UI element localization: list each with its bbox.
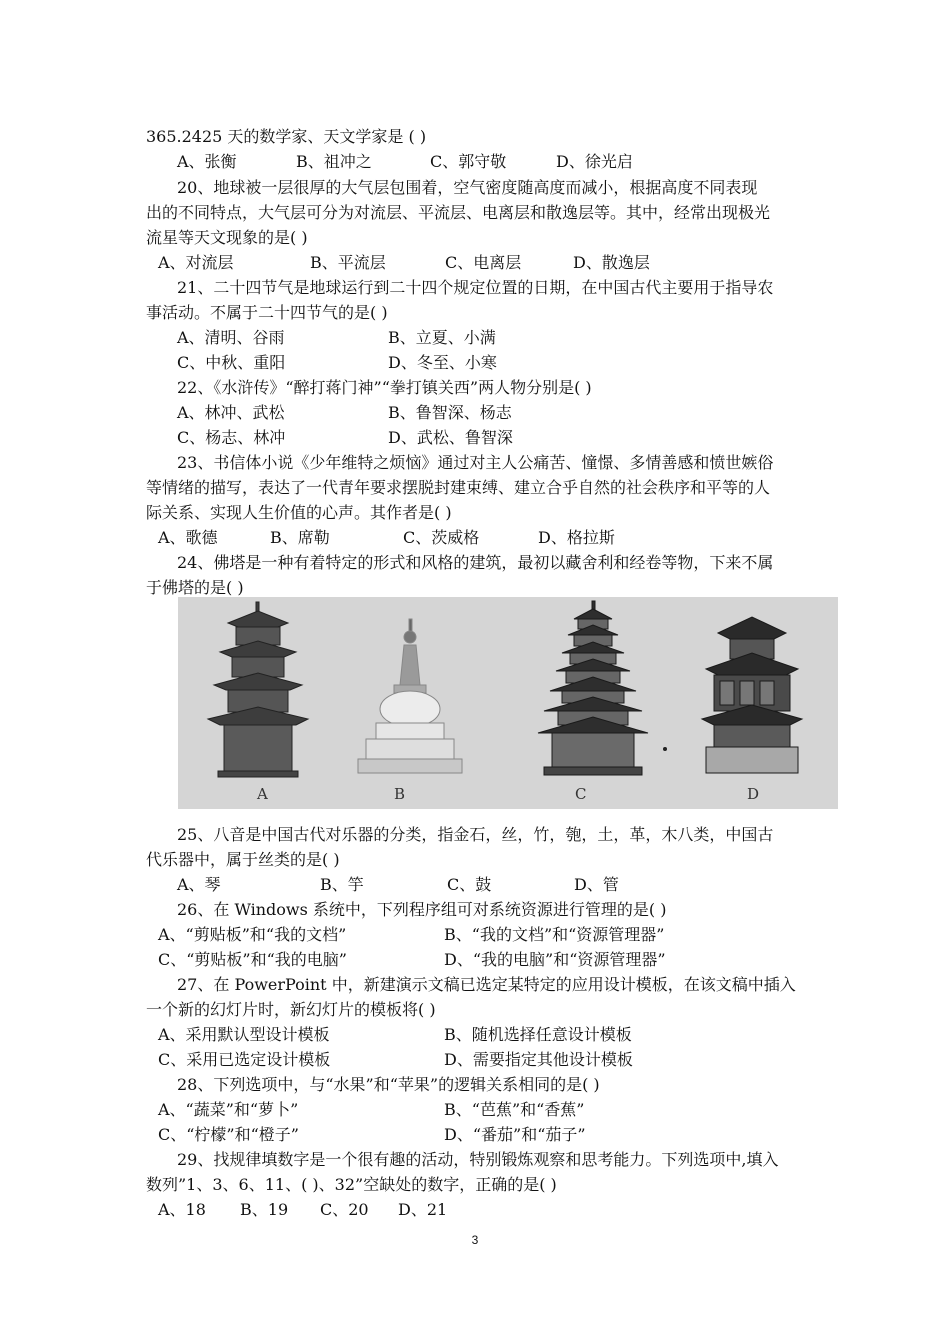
pagoda-d-image — [702, 617, 802, 773]
question-21-line-1: 21、二十四节气是地球运行到二十四个规定位置的日期，在中国古代主要用于指导农 — [177, 278, 774, 297]
q20-option-c: C、电离层 — [445, 253, 522, 272]
question-29-line-2: 数列”1、3、6、11、( )、32”空缺处的数字，正确的是( ) — [146, 1175, 557, 1194]
q27-option-d: D、需要指定其他设计模板 — [444, 1050, 633, 1069]
q28-option-d: D、“番茄”和“茄子” — [444, 1125, 586, 1144]
figure-label-a: A — [257, 785, 268, 803]
q19-option-c: C、郭守敬 — [430, 152, 507, 171]
question-19-text: 365.2425 天的数学家、天文学家是 ( ) — [146, 127, 427, 146]
q23-option-b: B、席勒 — [270, 528, 330, 547]
question-23-line-2: 等情绪的描写，表达了一代青年要求摆脱封建束缚、建立合乎自然的社会秩序和平等的人 — [146, 478, 771, 497]
q21-option-d: D、冬至、小寒 — [388, 353, 497, 372]
q28-option-b: B、“芭蕉”和“香蕉” — [444, 1100, 585, 1119]
pagoda-a-image — [208, 602, 308, 777]
q20-option-a: A、对流层 — [158, 253, 234, 272]
question-27-line-1: 27、在 PowerPoint 中，新建演示文稿已选定某特定的应用设计模板，在该文稿中插入 — [177, 975, 796, 994]
pagoda-figure — [178, 597, 838, 809]
question-20-line-1: 20、地球被一层很厚的大气层包围着，空气密度随高度而减小，根据高度不同表现 — [177, 178, 758, 197]
q23-option-a: A、歌德 — [158, 528, 218, 547]
figure-label-d: D — [747, 785, 760, 803]
q29-option-d: D、21 — [398, 1200, 448, 1219]
question-23-line-3: 际关系、实现人生价值的心声。其作者是( ) — [146, 503, 452, 522]
question-25-line-2: 代乐器中，属于丝类的是( ) — [146, 850, 340, 869]
q19-option-a: A、张衡 — [177, 152, 237, 171]
q28-option-c: C、“柠檬”和“橙子” — [158, 1125, 299, 1144]
q25-option-c: C、鼓 — [447, 875, 492, 894]
q23-option-d: D、格拉斯 — [538, 528, 615, 547]
q25-option-d: D、管 — [574, 875, 619, 894]
q25-option-a: A、琴 — [177, 875, 221, 894]
question-28-text: 28、下列选项中，与“水果”和“苹果”的逻辑关系相同的是( ) — [177, 1075, 600, 1094]
question-20-line-3: 流星等天文现象的是( ) — [146, 228, 308, 247]
q22-option-a: A、林冲、武松 — [177, 403, 285, 422]
question-29-line-1: 29、找规律填数字是一个很有趣的活动，特别锻炼观察和思考能力。下列选项中,填入 — [177, 1150, 779, 1169]
q20-option-d: D、散逸层 — [573, 253, 650, 272]
question-26-text: 26、在 Windows 系统中，下列程序组可对系统资源进行管理的是( ) — [177, 900, 667, 919]
pagoda-illustration — [178, 597, 838, 809]
q22-option-b: B、鲁智深、杨志 — [388, 403, 512, 422]
page-number: 3 — [471, 1233, 479, 1247]
q21-option-c: C、中秋、重阳 — [177, 353, 286, 372]
figure-dot — [663, 747, 667, 751]
q21-option-b: B、立夏、小满 — [388, 328, 496, 347]
pagoda-c-image — [538, 601, 648, 775]
q29-option-a: A、18 — [158, 1200, 206, 1219]
q19-option-d: D、徐光启 — [556, 152, 633, 171]
q23-option-c: C、茨威格 — [403, 528, 480, 547]
question-27-line-2: 一个新的幻灯片时，新幻灯片的模板将( ) — [146, 1000, 436, 1019]
q20-option-b: B、平流层 — [310, 253, 386, 272]
question-24-line-1: 24、佛塔是一种有着特定的形式和风格的建筑，最初以藏舍利和经卷等物，下来不属 — [177, 553, 774, 572]
q29-option-b: B、19 — [240, 1200, 289, 1219]
question-23-line-1: 23、书信体小说《少年维特之烦恼》通过对主人公痛苦、憧憬、多情善感和愤世嫉俗 — [177, 453, 774, 472]
question-21-line-2: 事活动。不属于二十四节气的是( ) — [146, 303, 388, 322]
q25-option-b: B、竽 — [320, 875, 364, 894]
q19-option-b: B、祖冲之 — [296, 152, 372, 171]
q22-option-c: C、杨志、林冲 — [177, 428, 286, 447]
q26-option-b: B、“我的文档”和“资源管理器” — [444, 925, 665, 944]
question-25-line-1: 25、八音是中国古代对乐器的分类，指金石，丝，竹，匏，土，革，木八类，中国古 — [177, 825, 774, 844]
q26-option-a: A、“剪贴板”和“我的文档” — [158, 925, 347, 944]
figure-label-c: C — [575, 785, 587, 803]
pagoda-b-image — [358, 619, 462, 773]
question-24-line-2: 于佛塔的是( ) — [146, 578, 244, 597]
q27-option-b: B、随机选择任意设计模板 — [444, 1025, 632, 1044]
question-22-text: 22、《水浒传》“醉打蒋门神”“拳打镇关西”两人物分别是( ) — [177, 378, 592, 397]
figure-label-b: B — [394, 785, 406, 803]
q21-option-a: A、清明、谷雨 — [177, 328, 285, 347]
q28-option-a: A、“蔬菜”和“萝卜” — [158, 1100, 299, 1119]
question-20-line-2: 出的不同特点，大气层可分为对流层、平流层、电离层和散逸层等。其中，经常出现极光 — [146, 203, 771, 222]
q27-option-a: A、采用默认型设计模板 — [158, 1025, 330, 1044]
q26-option-d: D、“我的电脑”和“资源管理器” — [444, 950, 666, 969]
q26-option-c: C、“剪贴板”和“我的电脑” — [158, 950, 347, 969]
q27-option-c: C、采用已选定设计模板 — [158, 1050, 331, 1069]
q29-option-c: C、20 — [320, 1200, 369, 1219]
q22-option-d: D、武松、鲁智深 — [388, 428, 513, 447]
